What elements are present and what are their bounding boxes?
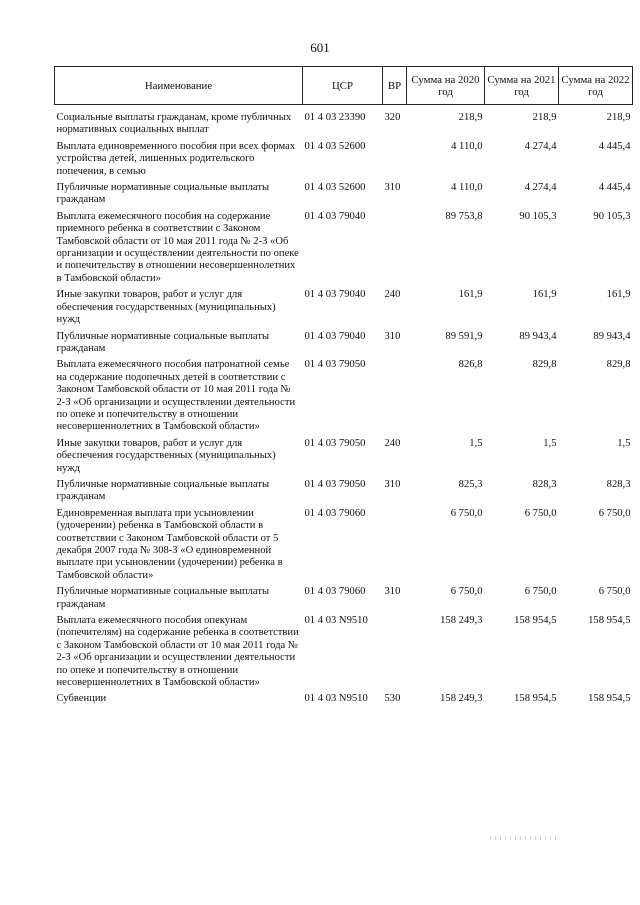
cell-sum-2020: 826,8 [458,359,483,371]
header-name: Наименование [55,67,303,105]
cell-sum-2020: 89 591,9 [445,330,483,342]
cell-sum-2021: 89 943,4 [519,330,557,342]
cell-sum-2021: 6 750,0 [524,507,557,519]
table-row [55,359,633,437]
cell-sum-2022: 89 943,4 [593,330,631,342]
table-row [55,693,633,709]
cell-sum-2020: 825,3 [458,478,483,490]
cell-name: Выплата ежемесячного пособия на содержание приемного ребенка в соответствии с Законом Тамбовской области от 10 мая 2011 года № 2-З «Об организации и осуществлении деятельности по опеке и попечительству в отношении несовершеннолетних в Тамбовской области» [56,210,299,284]
cell-name: Иные закупки товаров, работ и услуг для обеспечения государственных (муниципальных) нужд [56,289,276,326]
cell-sum-2020: 4 110,0 [451,182,483,194]
cell-vr: 240 [384,437,401,449]
cell-vr: 530 [384,693,401,705]
cell-csr: 01 4 03 79060 [304,507,366,519]
table-row [55,586,633,615]
table-header [55,67,633,105]
table-row [55,289,633,330]
header-csr: ЦСР [303,67,383,105]
header-sum-2020: Сумма на 2020 год [407,67,485,105]
cell-csr: 01 4 03 N9510 [304,615,368,627]
cell-sum-2021: 218,9 [532,112,557,123]
cell-sum-2020: 6 750,0 [450,507,483,519]
cell-sum-2021: 6 750,0 [524,586,557,598]
cell-csr: 01 4 03 79050 [304,359,366,371]
cell-sum-2021: 158 954,5 [514,615,557,627]
cell-name: Публичные нормативные социальные выплаты гражданам [56,586,270,610]
cell-name: Публичные нормативные социальные выплаты гражданам [56,330,270,354]
cell-vr: 310 [384,330,401,342]
cell-csr: 01 4 03 79050 [304,478,366,490]
cell-csr: 01 4 03 52600 [304,182,366,194]
cell-sum-2020: 218,9 [458,112,483,123]
cell-sum-2022: 6 750,0 [598,586,631,598]
cell-sum-2021: 90 105,3 [519,210,557,222]
cell-csr: 01 4 03 79050 [304,437,366,449]
cell-csr: 01 4 03 N9510 [304,693,368,705]
cell-sum-2021: 4 274,4 [524,182,557,194]
header-sum-2022: Сумма на 2022 год [559,67,633,105]
cell-sum-2021: 158 954,5 [514,693,557,705]
cell-name: Социальные выплаты гражданам, кроме публичных нормативных социальных выплат [56,112,292,136]
cell-sum-2021: 829,8 [532,359,557,371]
cell-sum-2022: 218,9 [606,112,631,123]
header-vr: ВР [383,67,407,105]
cell-sum-2020: 1,5 [469,437,483,449]
table-row [55,331,633,360]
table-row [55,479,633,508]
cell-sum-2020: 158 249,3 [440,693,483,705]
cell-name: Иные закупки товаров, работ и услуг для обеспечения государственных (муниципальных) нужд [56,437,276,474]
header-sum-2021: Сумма на 2021 год [485,67,559,105]
table-body [55,105,633,710]
table-row [55,508,633,586]
cell-vr: 310 [384,586,401,598]
cell-sum-2022: 829,8 [606,359,631,371]
cell-sum-2020: 89 753,8 [445,210,483,222]
cell-sum-2020: 161,9 [458,289,483,301]
cell-name: Публичные нормативные социальные выплаты гражданам [56,182,270,206]
cell-vr [383,615,407,693]
cell-sum-2021: 1,5 [543,437,557,449]
cell-vr [383,141,407,182]
cell-vr [383,359,407,437]
cell-name: Выплата единовременного пособия при всех формах устройства детей, лишенных родительского попечения, в семью [56,140,296,177]
cell-vr: 310 [384,478,401,490]
cell-sum-2022: 158 954,5 [588,615,631,627]
page-number: 601 [310,40,330,55]
cell-sum-2020: 158 249,3 [440,615,483,627]
cell-vr [383,508,407,586]
scan-artifact [490,836,560,840]
cell-sum-2021: 828,3 [532,478,557,490]
cell-vr: 240 [384,289,401,301]
cell-vr: 320 [384,112,401,123]
cell-name: Субвенции [56,693,107,705]
cell-sum-2020: 6 750,0 [450,586,483,598]
cell-sum-2022: 161,9 [606,289,631,301]
cell-csr: 01 4 03 79040 [304,210,366,222]
cell-csr: 01 4 03 79040 [304,289,366,301]
cell-name: Публичные нормативные социальные выплаты гражданам [56,478,270,503]
cell-sum-2021: 161,9 [532,289,557,301]
cell-sum-2022: 828,3 [606,478,631,490]
cell-csr: 01 4 03 79040 [304,330,366,342]
cell-sum-2020: 4 110,0 [451,140,483,152]
cell-name: Выплата ежемесячного пособия опекунам (попечителям) на содержание ребенка в соответствии с Законом Тамбовской области от 10 мая 2011 года № 2-З «Об организации и осуществлении деятельности по опеке и попечительству в отношении несовершеннолетних в Тамбовской области» [56,615,299,689]
cell-sum-2022: 1,5 [617,437,631,449]
table-row [55,105,633,141]
table-row [55,211,633,289]
table-row [55,615,633,693]
budget-table [54,66,633,710]
cell-vr: 310 [384,182,401,194]
cell-sum-2022: 4 445,4 [598,140,631,152]
cell-sum-2021: 4 274,4 [524,140,557,152]
table-row [55,182,633,211]
cell-vr [383,211,407,289]
cell-csr: 01 4 03 52600 [304,140,366,152]
cell-sum-2022: 4 445,4 [598,182,631,194]
cell-sum-2022: 6 750,0 [598,507,631,519]
cell-name: Единовременная выплата при усыновлении (удочерении) ребенка в Тамбовской области в соответствии с Законом Тамбовской области от 5 декабря 2007 года № 308-З «О единовременной выплате при усыновлении (удочерении) ребенка в Тамбовской области» [56,507,283,581]
table-row [55,438,633,479]
cell-sum-2022: 158 954,5 [588,693,631,705]
cell-csr: 01 4 03 79060 [304,586,366,598]
table-row [55,141,633,182]
cell-csr: 01 4 03 23390 [304,112,366,123]
cell-sum-2022: 90 105,3 [593,210,631,222]
cell-name: Выплата ежемесячного пособия патронатной семье на содержание подопечных детей в соответствии с Законом Тамбовской области от 10 мая 2011 года № 2-З «Об организации и осуществлении деятельности по опеке и попечительству в отношении несовершеннолетних в Тамбовской области» [56,359,296,433]
